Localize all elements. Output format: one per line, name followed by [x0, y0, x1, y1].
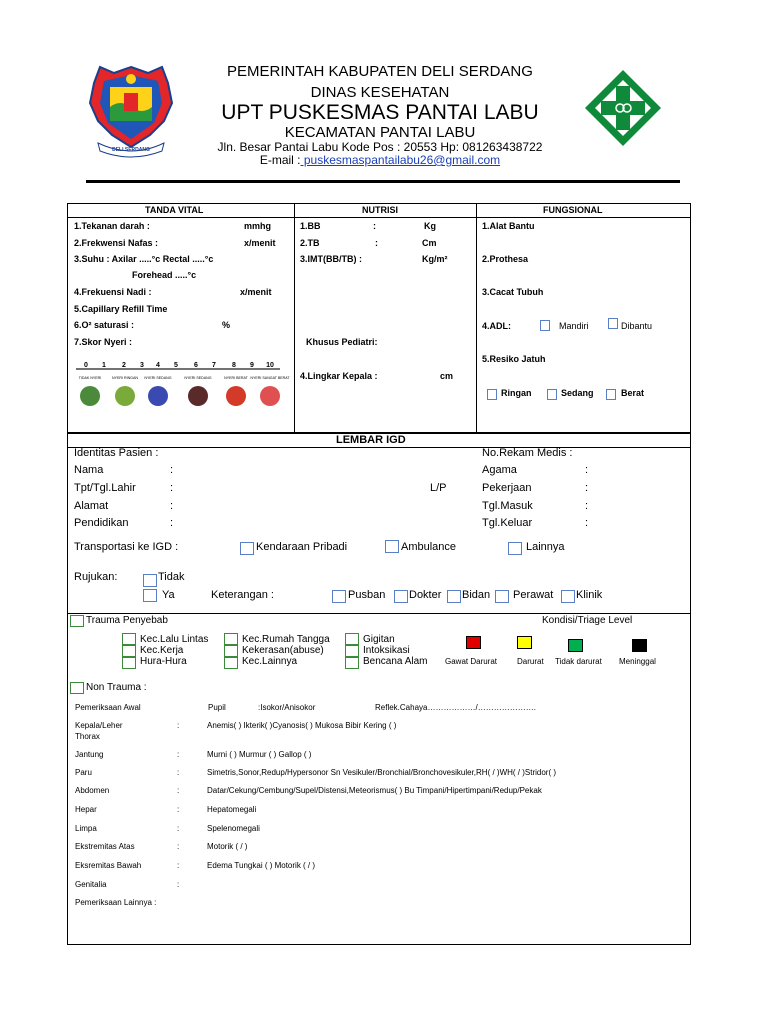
- igd-pendidikan: Pendidikan: [74, 517, 129, 529]
- pain-scale-number: 2: [122, 362, 126, 369]
- adl-dibantu-checkbox[interactable]: [608, 318, 618, 329]
- vitals-header-divider: [67, 217, 691, 218]
- nutrisi-bb-colon: :: [373, 221, 376, 231]
- triage-box-3[interactable]: [632, 639, 647, 652]
- trauma-col2-cb-0[interactable]: [224, 633, 238, 645]
- ket-klinik-label: Klinik: [576, 589, 603, 601]
- nutrisi-tb: 2.TB: [300, 238, 320, 248]
- pain-scale-number: 10: [266, 362, 274, 369]
- trauma-divider: [67, 613, 691, 614]
- transport-ambulance-checkbox[interactable]: [385, 540, 399, 553]
- trauma-col3-1: Intoksikasi: [363, 645, 410, 656]
- ket-pusban-checkbox[interactable]: [332, 590, 346, 603]
- colon-alamat: :: [170, 500, 174, 512]
- exam-row-label: Jantung: [75, 750, 104, 759]
- exam-row-value: Hepatomegali: [207, 805, 257, 814]
- trauma-col1-cb-2[interactable]: [122, 657, 136, 669]
- header-line-1: PEMERINTAH KABUPATEN DELI SERDANG: [227, 63, 533, 80]
- face-mild: [115, 386, 135, 406]
- igd-title: LEMBAR IGD: [336, 434, 406, 446]
- exam-row-colon: :: [177, 861, 180, 870]
- header-line-4: KECAMATAN PANTAI LABU: [284, 124, 476, 141]
- resiko-ringan-label: Ringan: [501, 388, 532, 398]
- header-address: Jln. Besar Pantai Labu Kode Pos : 20553 Hp: 081263438722: [217, 140, 543, 154]
- colon-ttl: :: [170, 482, 174, 494]
- ket-klinik-checkbox[interactable]: [561, 590, 575, 603]
- trauma-col1-cb-1[interactable]: [122, 645, 136, 657]
- trauma-col3-cb-0[interactable]: [345, 633, 359, 645]
- vitals-col-divider-1: [294, 203, 295, 433]
- pain-scale-label: TIDAK NYERI: [78, 376, 102, 380]
- transport-kendaraan-label: Kendaraan Pribadi: [256, 541, 348, 553]
- triage-label-2: Tidak darurat: [555, 657, 602, 666]
- ket-dokter-checkbox[interactable]: [394, 590, 408, 603]
- rujukan-tidak-label: Tidak: [158, 571, 185, 583]
- transport-ambulance-label: Ambulance: [401, 541, 457, 553]
- rujukan-ya-checkbox[interactable]: [143, 589, 157, 602]
- trauma-checkbox[interactable]: [70, 615, 84, 627]
- nutrisi-pediatri: Khusus Pediatri:: [306, 337, 378, 347]
- igd-form: [67, 433, 691, 945]
- trauma-col1-2: Hura-Hura: [140, 656, 187, 667]
- resiko-berat-checkbox[interactable]: [606, 389, 616, 400]
- trauma-col3-cb-1[interactable]: [345, 645, 359, 657]
- triage-label-0: Gawat Darurat: [445, 657, 498, 666]
- nutrisi-imt: 3.IMT(BB/TB) :: [300, 254, 362, 264]
- ket-perawat-checkbox[interactable]: [495, 590, 509, 603]
- exam-row-colon: :: [177, 805, 180, 814]
- rujukan-ya-label: Ya: [162, 589, 175, 601]
- ket-pusban-label: Pusban: [348, 589, 386, 601]
- vital-crt: 5.Capillary Refill Time: [74, 304, 168, 314]
- pain-scale: [70, 358, 292, 410]
- vital-title: TANDA VITAL: [145, 205, 204, 215]
- vital-rr: 2.Frekwensi Nafas :: [74, 238, 159, 248]
- trauma-col2-cb-2[interactable]: [224, 657, 238, 669]
- adl-dibantu-label: Dibantu: [621, 321, 653, 331]
- exam-row-label: Hepar: [75, 805, 97, 814]
- igd-rujukan: Rujukan:: [74, 571, 118, 583]
- resiko-berat-label: Berat: [621, 388, 645, 398]
- exam-row-colon: :: [177, 880, 180, 889]
- pain-scale-label: NYERI SEDANG: [144, 376, 172, 380]
- resiko-ringan-checkbox[interactable]: [487, 389, 497, 400]
- fungsional-cacat: 3.Cacat Tubuh: [482, 287, 544, 297]
- fungsional-alat: 1.Alat Bantu: [482, 221, 535, 231]
- triage-box-0[interactable]: [466, 636, 481, 649]
- pain-scale-number: 7: [212, 362, 216, 369]
- igd-title-divider: [67, 447, 691, 448]
- vital-spo2: 6.O² saturasi :: [74, 320, 135, 330]
- colon-keluar: :: [585, 517, 589, 529]
- igd-pekerjaan: Pekerjaan: [482, 482, 532, 494]
- non-trauma-checkbox[interactable]: [70, 682, 84, 694]
- pain-scale-number: 9: [250, 362, 254, 369]
- resiko-sedang-label: Sedang: [561, 388, 594, 398]
- exam-row-colon: :: [177, 768, 180, 777]
- email-label: E-mail :: [259, 153, 301, 167]
- ket-bidan-label: Bidan: [462, 589, 491, 601]
- pain-scale-number: 0: [84, 362, 88, 369]
- exam-row-label: Ekstremitas Atas: [75, 842, 135, 851]
- triage-box-2[interactable]: [568, 639, 583, 652]
- igd-keluar: Tgl.Keluar: [482, 517, 533, 529]
- exam-row-label: Limpa: [75, 824, 97, 833]
- logo-ribbon-text: DELI SERDANG: [112, 147, 150, 153]
- fungsional-resiko: 5.Resiko Jatuh: [482, 354, 546, 364]
- exam-row-label: Kepala/Leher: [75, 721, 123, 730]
- trauma-title: Trauma Penyebab: [86, 615, 168, 626]
- nutrisi-lk-unit: cm: [440, 371, 454, 381]
- pain-scale-number: 8: [232, 362, 236, 369]
- transport-lainnya-label: Lainnya: [526, 541, 565, 553]
- pain-scale-label: NYERI SANGAT BERAT: [250, 376, 290, 380]
- exam-pupil-val: :Isokor/Anisokor: [258, 703, 316, 712]
- fungsional-title: FUNGSIONAL: [543, 205, 603, 215]
- exam-row-colon: :: [177, 786, 180, 795]
- igd-keterangan: Keterangan :: [211, 589, 274, 601]
- exam-row-value: Motorik ( / ): [207, 842, 248, 851]
- pain-scale-label: NYERI SEDANG: [184, 376, 212, 380]
- exam-row-colon: :: [177, 824, 180, 833]
- nutrisi-lk: 4.Lingkar Kepala :: [300, 371, 378, 381]
- pain-scale-number: 6: [194, 362, 198, 369]
- nutrisi-tb-colon: :: [375, 238, 378, 248]
- vital-td: 1.Tekanan darah :: [74, 221, 150, 231]
- colon-pendidikan: :: [170, 517, 174, 529]
- igd-alamat: Alamat: [74, 500, 109, 512]
- exam-row-label: Eksremitas Bawah: [75, 861, 142, 870]
- igd-agama: Agama: [482, 464, 517, 476]
- triage-label-3: Meninggal: [619, 657, 656, 666]
- trauma-col2-2: Kec.Lainnya: [242, 656, 298, 667]
- pain-scale-number: 5: [174, 362, 178, 369]
- igd-masuk: Tgl.Masuk: [482, 500, 533, 512]
- nutrisi-imt-unit: Kg/m²: [422, 254, 448, 264]
- exam-row-colon: :: [177, 750, 180, 759]
- triage-title: Kondisi/Triage Level: [542, 615, 633, 626]
- transport-lainnya-checkbox[interactable]: [508, 542, 522, 555]
- colon-agama: :: [585, 464, 589, 476]
- triage-label-1: Darurat: [517, 657, 544, 666]
- adl-mandiri-checkbox[interactable]: [540, 320, 550, 331]
- igd-lp: L/P: [430, 482, 447, 494]
- vital-nyeri: 7.Skor Nyeri :: [74, 337, 133, 347]
- fungsional-prothesa: 2.Prothesa: [482, 254, 529, 264]
- exam-pupil: Pupil: [208, 703, 226, 712]
- trauma-col2-1: Kekerasan(abuse): [242, 645, 324, 656]
- vital-nadi-unit: x/menit: [240, 287, 272, 297]
- pain-scale-number: 4: [156, 362, 160, 369]
- header-line-2: DINAS KESEHATAN: [310, 84, 450, 101]
- face-moderate: [148, 386, 168, 406]
- igd-transport: Transportasi ke IGD :: [74, 541, 179, 553]
- header-line-3: UPT PUSKESMAS PANTAI LABU: [221, 101, 539, 124]
- email-link[interactable]: puskesmaspantailabu26@gmail.com: [300, 153, 501, 167]
- exam-row-colon: :: [177, 842, 180, 851]
- ket-perawat-label: Perawat: [513, 589, 554, 601]
- exam-reflek: Reflek.Cahaya………………/………………….: [375, 703, 536, 712]
- triage-box-1[interactable]: [517, 636, 532, 649]
- exam-row-value: Simetris,Sonor,Redup/Hypersonor Sn Vesikuler/Bronchial/Bronchovesikuler,RH( / )WH( / )Stridor( ): [207, 768, 557, 777]
- face-very-severe: [260, 386, 280, 406]
- trauma-col3-cb-2[interactable]: [345, 657, 359, 669]
- exam-awal: Pemeriksaan Awal: [75, 703, 141, 712]
- exam-row-value: Anemis( ) Ikterik( )Cyanosis( ) Mukosa Bibir Kering ( ): [207, 721, 397, 730]
- ket-bidan-checkbox[interactable]: [447, 590, 461, 603]
- face-severe: [226, 386, 246, 406]
- trauma-col1-cb-0[interactable]: [122, 633, 136, 645]
- nutrisi-tb-unit: Cm: [422, 238, 437, 248]
- rujukan-tidak-checkbox[interactable]: [143, 574, 157, 587]
- header-email-row: [150, 153, 610, 167]
- puskesmas-logo: [583, 68, 663, 148]
- vital-spo2-unit: %: [222, 320, 231, 330]
- pain-scale-number: 3: [140, 362, 144, 369]
- nutrisi-bb: 1.BB: [300, 221, 321, 231]
- trauma-col1-1: Kec.Kerja: [140, 645, 184, 656]
- exam-row-label: Paru: [75, 768, 92, 777]
- trauma-col3-2: Bencana Alam: [363, 656, 428, 667]
- trauma-col1-0: Kec.Lalu Lintas: [140, 634, 209, 645]
- face-no-pain: [80, 386, 100, 406]
- trauma-col3-0: Gigitan: [363, 634, 395, 645]
- trauma-col2-0: Kec.Rumah Tangga: [242, 634, 330, 645]
- exam-row-label: Thorax: [75, 732, 100, 741]
- face-moderate-2: [188, 386, 208, 406]
- trauma-col2-cb-1[interactable]: [224, 645, 238, 657]
- igd-nama: Nama: [74, 464, 104, 476]
- exam-row-colon: :: [177, 721, 180, 730]
- vitals-col-divider-2: [476, 203, 477, 433]
- fungsional-adl: 4.ADL:: [482, 321, 511, 331]
- resiko-sedang-checkbox[interactable]: [547, 389, 557, 400]
- exam-row-label: Pemeriksaan Lainnya :: [75, 898, 157, 907]
- colon-pekerjaan: :: [585, 482, 589, 494]
- transport-kendaraan-checkbox[interactable]: [240, 542, 254, 555]
- ket-dokter-label: Dokter: [409, 589, 442, 601]
- igd-ttl: Tpt/Tgl.Lahir: [74, 482, 136, 494]
- igd-identitas: Identitas Pasien :: [74, 447, 159, 459]
- vital-suhu: 3.Suhu : Axilar .....°c Rectal .....°c: [74, 254, 214, 264]
- exam-row-value: Murni ( ) Murmur ( ) Gallop ( ): [207, 750, 312, 759]
- non-trauma-title: Non Trauma :: [86, 682, 147, 693]
- vital-td-unit: mmhg: [244, 221, 271, 231]
- exam-row-label: Genitalia: [75, 880, 107, 889]
- exam-row-label: Abdomen: [75, 786, 110, 795]
- exam-row-value: Edema Tungkai ( ) Motorik ( / ): [207, 861, 316, 870]
- vital-forehead: Forehead .....°c: [132, 270, 197, 280]
- exam-row-value: Spelenomegali: [207, 824, 260, 833]
- pain-scale-label: NYERI BERAT: [224, 376, 248, 380]
- vital-rr-unit: x/menit: [244, 238, 276, 248]
- nutrisi-title: NUTRISI: [362, 205, 398, 215]
- vital-nadi: 4.Frekuensi Nadi :: [74, 287, 152, 297]
- pain-scale-number: 1: [102, 362, 106, 369]
- exam-row-value: Datar/Cekung/Cembung/Supel/Distensi,Meteorismus( ) Bu Timpani/Hipertimpani/Redup/Pekak: [207, 786, 542, 795]
- nutrisi-bb-unit: Kg: [424, 221, 436, 231]
- colon-nama: :: [170, 464, 174, 476]
- header-divider: [86, 180, 680, 183]
- colon-masuk: :: [585, 500, 589, 512]
- adl-mandiri-label: Mandiri: [559, 321, 589, 331]
- igd-rm: No.Rekam Medis :: [482, 447, 573, 459]
- pain-scale-label: NYERI RINGAN: [112, 376, 138, 380]
